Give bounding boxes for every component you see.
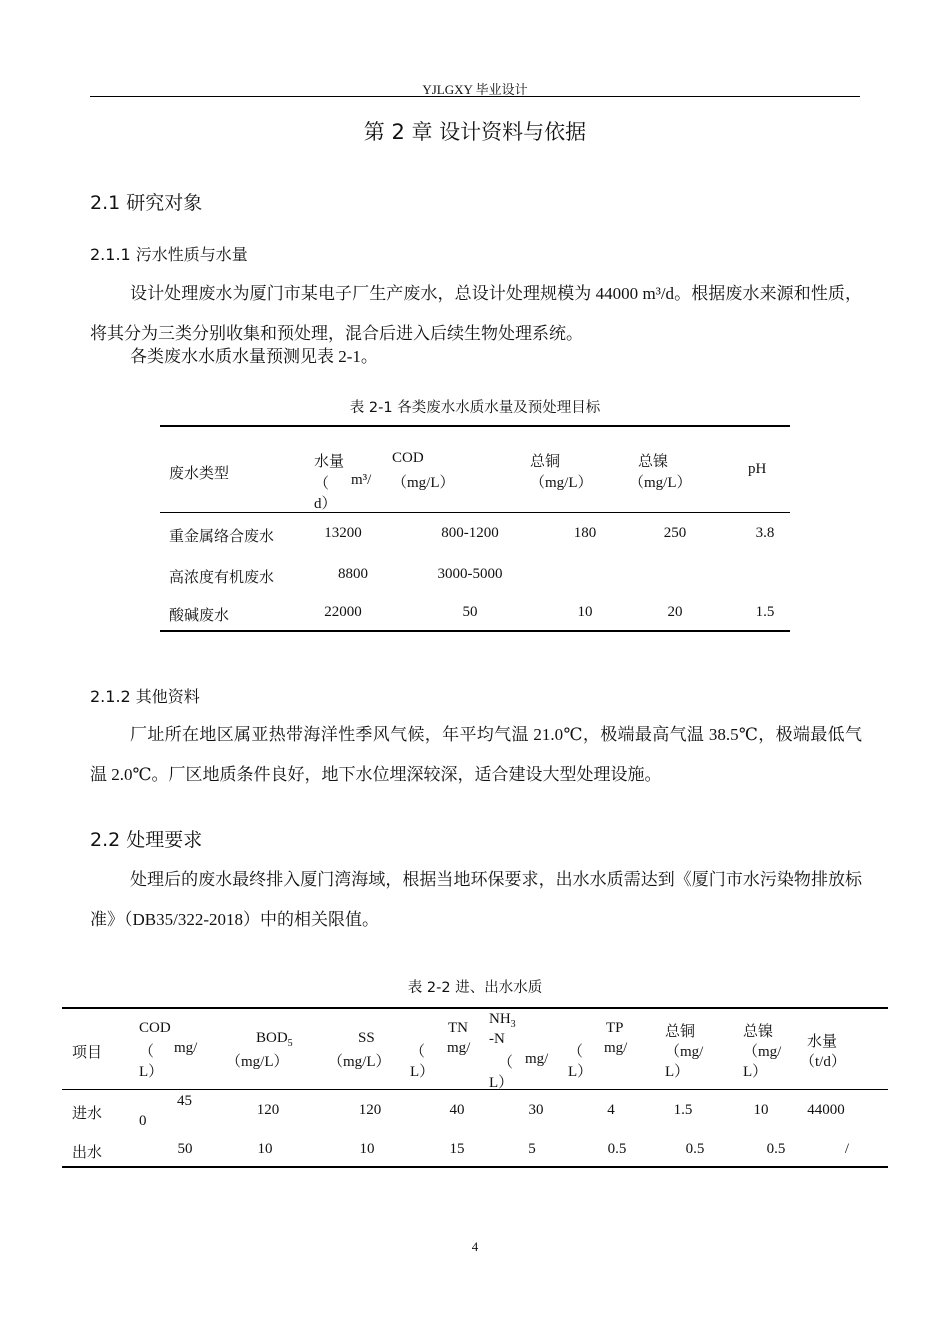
table-2-header-tp-paren: （	[568, 1044, 584, 1060]
paragraph-4: 处理后的废水最终排入厦门湾海域，根据当地环保要求，出水水质需达到《厦门市水污染物排放标准》（DB35/322-2018）中的相关限值。	[90, 870, 862, 929]
table-1-row-3-ph: 1.5	[755, 604, 775, 620]
table-2-header-cod-paren: （	[139, 1044, 155, 1060]
table-1-header-flow-unit: m³/	[351, 472, 372, 488]
table-2-header-tp-unit: mg/	[604, 1040, 628, 1056]
table-2-row-out-label: 出水	[72, 1143, 103, 1161]
header-rule	[90, 96, 860, 97]
table-2-header-nh3-unit-end: L）	[489, 1075, 514, 1091]
table-1-header-ph: pH	[748, 461, 767, 477]
table-1-row-1-cod: 800-1200	[441, 525, 499, 541]
table-2-header-rule	[62, 1089, 888, 1090]
section-heading-2-2: 2.2 处理要求	[90, 829, 203, 851]
table-2-header-bod-unit: （mg/L）	[226, 1054, 289, 1070]
table-1-row-3-ni: 20	[667, 604, 683, 620]
table-2-header-ni: 总镍	[743, 1022, 774, 1040]
table-2-row-in-ni: 10	[753, 1102, 769, 1118]
table-1-row-3-type: 酸碱废水	[169, 606, 230, 624]
table-1-header-ni-unit: （mg/L）	[629, 475, 692, 491]
table-1-row-3-flow: 22000	[324, 604, 362, 620]
table-1-header-ni: 总镍	[638, 452, 669, 470]
table-2-header-nh3-unit: mg/	[525, 1051, 549, 1067]
table-2-row-in-cod-a: 45	[177, 1093, 192, 1109]
table-1-header-type: 废水类型	[169, 464, 230, 482]
table-1-header-cu-unit: （mg/L）	[530, 475, 593, 491]
table-2-header-tn-unit: mg/	[447, 1040, 471, 1056]
table-1-header-cod-unit: （mg/L）	[392, 475, 455, 491]
table-2-caption: 表 2-2 进、出水水质	[407, 980, 543, 996]
chapter-title: 第 2 章 设计资料与依据	[363, 120, 587, 144]
table-2-header-flow: 水量	[807, 1032, 838, 1050]
table-1-bottom-rule	[160, 630, 790, 632]
table-1	[160, 425, 790, 635]
table-2-header-nh3-n: -N	[489, 1031, 505, 1047]
table-2-header-cod: COD	[139, 1020, 171, 1036]
table-2-header-tp-unit-end: L）	[568, 1064, 593, 1080]
table-2-header-tn-unit-end: L）	[410, 1064, 435, 1080]
table-2-row-out-ni: 0.5	[766, 1141, 786, 1157]
paragraph-3: 厂址所在地区属亚热带海洋性季风气候，年平均气温 21.0℃，极端最高气温 38.5℃，极端最低气温 2.0℃。厂区地质条件良好，地下水位埋深较深，适合建设大型处理设施。	[90, 725, 862, 784]
table-1-top-rule	[160, 425, 790, 427]
table-1-header-rule	[160, 512, 790, 513]
paragraph-2: 各类废水水质水量预测见表 2-1。	[130, 347, 378, 366]
table-2-row-in-bod: 120	[256, 1102, 280, 1118]
table-1-row-2-cod: 3000-5000	[437, 566, 503, 582]
table-2-row-out-flow: /	[844, 1141, 850, 1157]
table-2-row-in-ss: 120	[358, 1102, 382, 1118]
table-2-header-ni-unit: （mg/	[743, 1044, 782, 1060]
table-1-row-2-type: 高浓度有机废水	[169, 568, 275, 586]
table-2-top-rule	[62, 1007, 888, 1009]
table-2-row-out-cod: 50	[177, 1141, 193, 1157]
table-2-header-cu-unit-end: L）	[665, 1064, 690, 1080]
table-2-row-out-tn: 15	[449, 1141, 465, 1157]
table-2	[62, 1007, 888, 1172]
table-2-header-tp: TP	[606, 1020, 624, 1036]
table-2-row-in-cod-b: 0	[139, 1113, 147, 1129]
table-1-header-flow-paren: （	[314, 476, 330, 492]
table-2-header-cod-unit: mg/	[174, 1040, 198, 1056]
table-2-header-ni-unit-end: L）	[743, 1064, 768, 1080]
table-2-header-cu-unit: （mg/	[665, 1044, 704, 1060]
table-2-row-in-nh3: 30	[528, 1102, 544, 1118]
table-1-header-cod: COD	[392, 450, 424, 466]
table-2-row-in-tn: 40	[449, 1102, 465, 1118]
table-1-header-cu: 总铜	[530, 452, 561, 470]
table-1-row-1-ni: 250	[663, 525, 687, 541]
table-2-bottom-rule	[62, 1166, 888, 1168]
table-2-header-ss-unit: （mg/L）	[328, 1054, 391, 1070]
table-2-header-nh3-paren: （	[498, 1055, 514, 1071]
table-2-header-item: 项目	[72, 1043, 103, 1061]
table-1-row-3-cod: 50	[462, 604, 478, 620]
table-2-row-out-ss: 10	[359, 1141, 375, 1157]
table-2-header-tn: TN	[448, 1020, 468, 1036]
table-2-row-in-cu: 1.5	[673, 1102, 693, 1118]
table-1-header-flow-unit-end: d）	[314, 496, 337, 512]
table-2-header-cu: 总铜	[665, 1022, 696, 1040]
table-1-row-1-flow: 13200	[324, 525, 362, 541]
table-1-header-flow: 水量	[314, 452, 345, 470]
section-heading-2-1-2: 2.1.2 其他资料	[90, 687, 200, 706]
paragraph-1: 设计处理废水为厦门市某电子厂生产废水，总设计处理规模为 44000 m³/d。根据废水来源和性质，将其分为三类分别收集和预处理，混合后进入后续生物处理系统。	[90, 284, 862, 343]
table-2-header-cod-unit-end: L）	[139, 1064, 164, 1080]
page-number: 4	[471, 1239, 479, 1254]
table-1-row-1-ph: 3.8	[755, 525, 775, 541]
table-2-row-in-label: 进水	[72, 1104, 103, 1122]
section-heading-2-1-1: 2.1.1 污水性质与水量	[90, 245, 248, 264]
table-2-row-out-nh3: 5	[528, 1141, 536, 1157]
table-1-row-1-type: 重金属络合废水	[169, 527, 275, 545]
table-2-header-ss: SS	[358, 1030, 375, 1046]
table-1-caption: 表 2-1 各类废水水质水量及预处理目标	[349, 400, 601, 416]
table-1-row-3-cu: 10	[577, 604, 593, 620]
table-1-row-2-flow: 8800	[338, 566, 368, 582]
table-2-header-tn-paren: （	[410, 1044, 426, 1060]
table-1-row-1-cu: 180	[573, 525, 597, 541]
table-2-row-in-flow: 44000	[807, 1102, 845, 1118]
table-2-row-out-cu: 0.5	[685, 1141, 705, 1157]
table-2-header-nh3: $NH_3$	[489, 1011, 516, 1030]
table-2-header-bod: $BOD_5$	[256, 1030, 293, 1049]
running-header: YJLGXY 毕业设计	[422, 82, 528, 97]
table-2-header-flow-unit: （t/d）	[800, 1054, 846, 1070]
table-2-row-out-bod: 10	[257, 1141, 273, 1157]
table-2-row-in-tp: 4	[607, 1102, 615, 1118]
table-2-row-out-tp: 0.5	[607, 1141, 627, 1157]
section-heading-2-1: 2.1 研究对象	[90, 192, 203, 214]
